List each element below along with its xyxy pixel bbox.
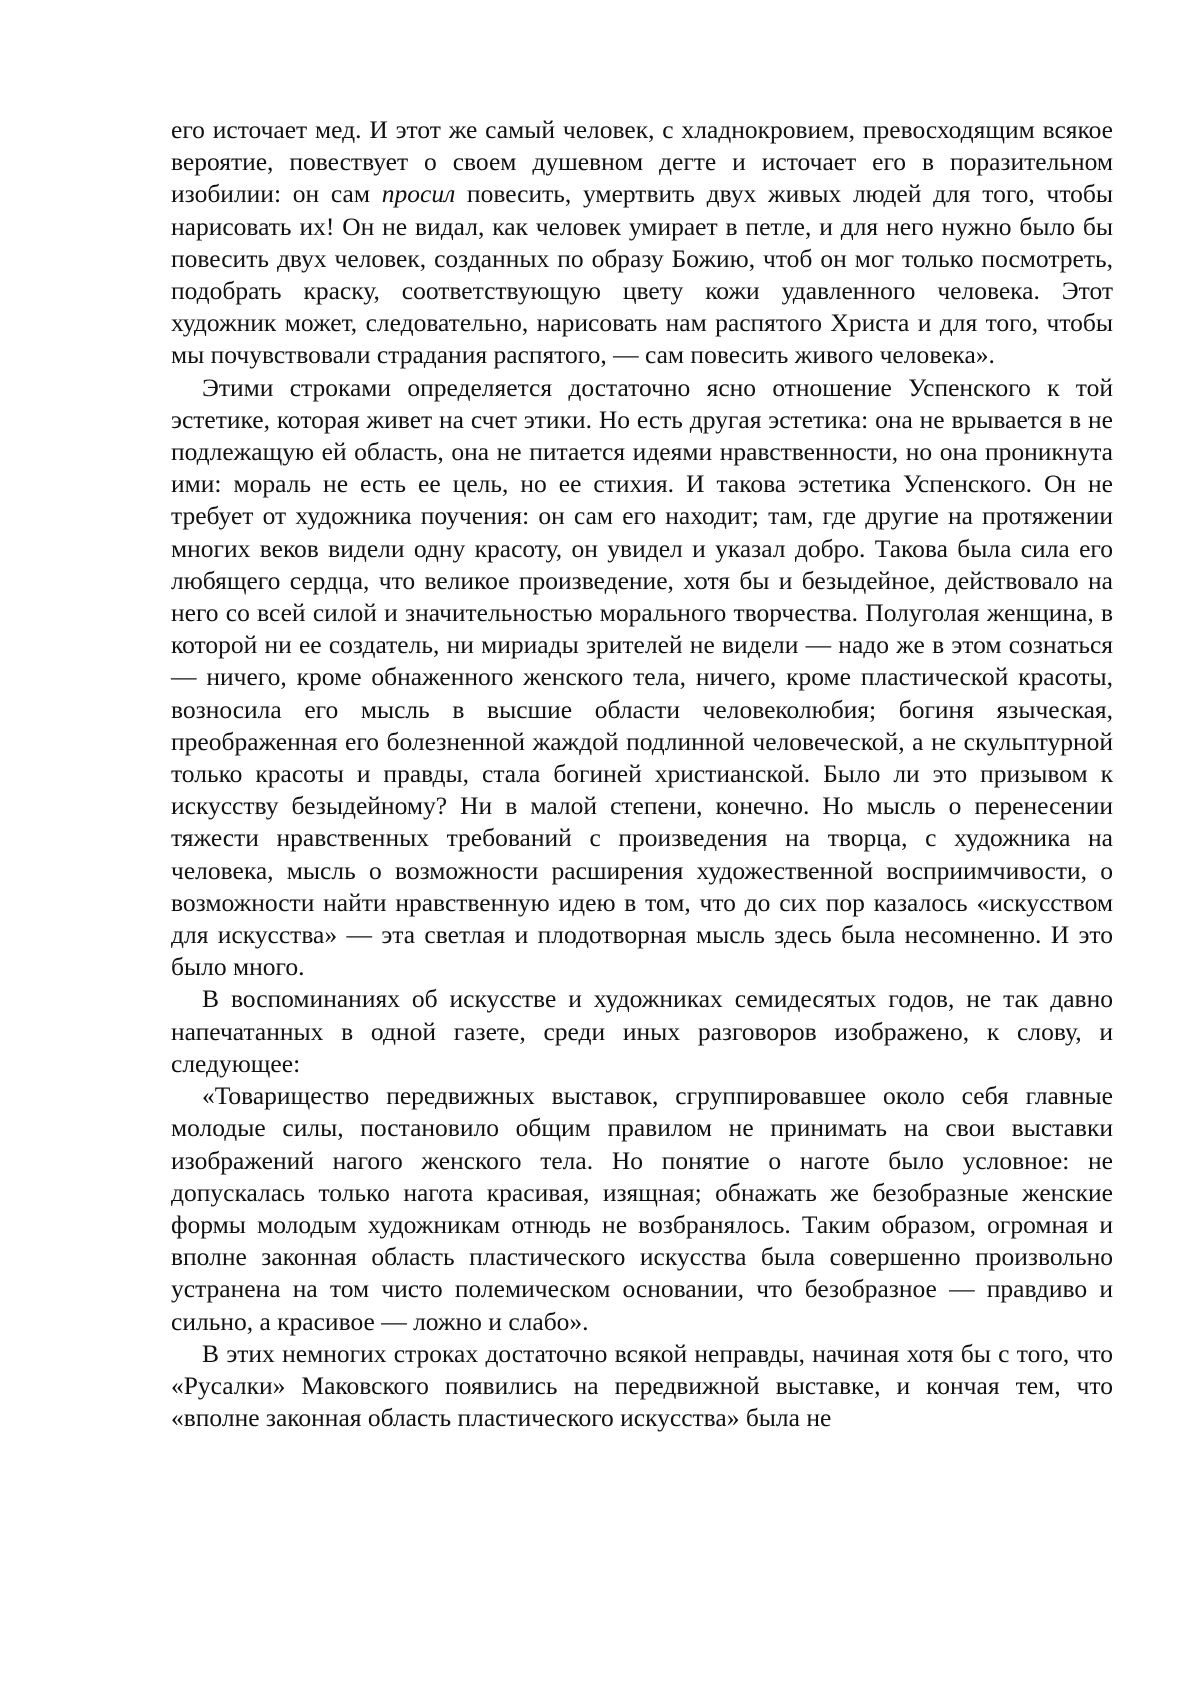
emphasized-word: просил <box>381 179 456 209</box>
paragraph-1 <box>171 114 1113 372</box>
paragraph-3: В воспоминаниях об искусстве и художниках семидесятых годов, не так давно напечатанных в одной газете, среди иных разговоров изображено, к слову, и следующее: <box>171 984 1113 1078</box>
paragraph-5: В этих немногих строках достаточно всякой неправды, начиная хотя бы с того, что «Русалки» Маковского появились на передвижной выставке, и кончая тем, что «вполне законная область пластического искусства» была не <box>171 1338 1113 1433</box>
paragraph-2: Этими строками определяется достаточно ясно отношение Успенского к той эстетике, которая живет на счет этики. Но есть другая эстетика: она не врывается в не подлежащую ей область, она не питается идеями нравственности, но она проникнута ими: мораль не есть ее цель, но ее стихия. И такова эстетика Успенского. Он не требует от художника поучения: он сам его находит; там, где другие на протяжении многих веков видели одну красоту, он увидел и указал добро. Такова была сила его любящего сердца, что великое произведение, хотя бы и безыдейное, действовало на него со всей силой и значительностью морального творчества. Полуголая женщина, в которой ни ее создатель, ни мириады зрителей не видели — надо же в этом сознаться — ничего, кроме обнаженного женского тела, ничего, кроме пластической красоты, возносила его мысль в высшие области человеколюбия; богиня языческая, преображенная его болезненной жаждой подлинной человеческой, а не скульптурной только красоты и правды, стала богиней христианской. Было ли это призывом к искусству безыдейному? Ни в малой степени, конечно. Но мысль о перенесении тяжести нравственных требований с произведения на творца, с художника на человека, мысль о возможности расширения художественной восприимчивости, о возможности найти нравственную идею в том, что до сих пор казалось «искусством для искусства» — эта светлая и плодотворная мысль здесь была несомненно. И это было много. <box>171 372 1113 982</box>
paragraph-4: «Товарищество передвижных выставок, сгруппировавшее около себя главные молодые силы, постановило общим правилом не принимать на свои выставки изображений нагого женского тела. Но понятие о наготе было условное: не допускалась только нагота красивая, изящная; обнажать же безобразные женские формы молодым художникам отнюдь не возбранялось. Таким образом, огромная и вполне законная область пластического искусства была совершенно произвольно устранена на том чисто полемическом основании, что безобразное — правдиво и сильно, а красивое — ложно и слабо». <box>171 1081 1113 1336</box>
body-text <box>171 114 1113 1434</box>
paragraph-1-part-2: повесить, умертвить двух живых людей для того, чтобы нарисовать их! Он не видал, как человек умирает в петле, и для него нужно было бы повесить двух человек, созданных по образу Божию, чтоб он мог только посмотреть, подобрать краску, соответствующую цвету кожи удавленного человека. Этот художник может, следовательно, нарисовать нам распятого Христа и для того, чтобы мы почувствовали страдания распятого, — сам повесить живого человека». <box>171 179 1113 370</box>
paragraph-1-part-1: его источает мед. И этот же самый человек, с хладнокровием, превосходящим всякое вероятие, повествует о своем душевном дегте и источает его в поразительном изобилии: он сам <box>171 115 1113 209</box>
